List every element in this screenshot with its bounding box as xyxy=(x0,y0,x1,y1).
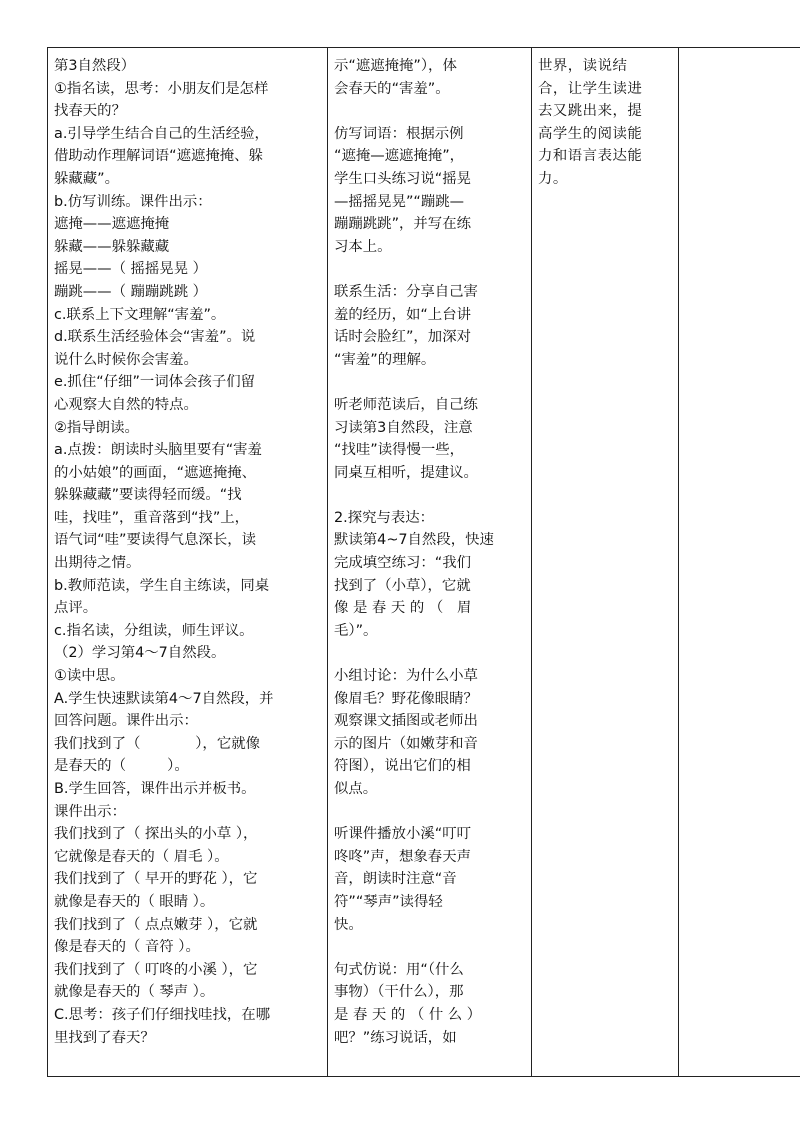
teaching-process-line: b.仿写训练。课件出示： xyxy=(54,193,212,210)
student-activity-line: 听课件播放小溪“叮叮 xyxy=(334,826,471,843)
teaching-process-line: 像是春天的（ 音符 ）。 xyxy=(54,939,200,956)
student-activity-line: 快。 xyxy=(334,916,363,933)
student-activity-line: 蹦蹦跳跳”，并写在练 xyxy=(334,216,471,233)
teaching-process-line: a.引导学生结合自己的生活经验， xyxy=(54,125,269,142)
teaching-process-line: 心观察大自然的特点。 xyxy=(54,396,198,413)
notes-cell xyxy=(679,48,800,1077)
design-intent-line: 力和语言表达能 xyxy=(538,148,643,165)
student-activity-line: 似点。 xyxy=(334,781,378,797)
table-row xyxy=(48,48,800,1077)
teaching-process-line: 我们找到了（ ），它就像 xyxy=(54,735,260,752)
teaching-process-cell xyxy=(48,48,328,1077)
design-intent-line: 力。 xyxy=(538,170,568,187)
teaching-process-line: 躲藏藏”。 xyxy=(54,170,120,187)
teaching-process-line: 说什么时候你会害羞。 xyxy=(54,351,198,368)
student-activity-line: “遮掩—遮遮掩掩”， xyxy=(334,148,465,165)
student-activity-line: 示“遮遮掩掩”），体 xyxy=(334,58,457,74)
teaching-process-line: 里找到了春天？ xyxy=(54,1029,155,1046)
teaching-process-line: B.学生回答，课件出示并板书。 xyxy=(54,781,256,797)
teaching-process-line: （2）学习第4～7自然段。 xyxy=(54,645,226,662)
student-activity-line: 毛）”。 xyxy=(334,622,378,639)
student-activity-line: 小组讨论：为什么小草 xyxy=(334,668,478,685)
teaching-process-line: 语气词“哇”要读得气息深长，读 xyxy=(54,532,256,549)
teaching-process-line: 我们找到了（ 早开的野花 ），它 xyxy=(54,871,258,888)
teaching-process-line: 遮掩——遮遮掩掩 xyxy=(54,216,170,233)
teaching-process-line: 躲藏——躲躲藏藏 xyxy=(54,238,170,255)
teaching-process-line: 它就像是春天的（ 眉毛 ）。 xyxy=(54,848,229,865)
student-activity-line: 默读第4~7自然段，快速 xyxy=(334,532,494,549)
paragraph-gap xyxy=(334,100,525,123)
student-activity-line: 观察课文插图或老师出 xyxy=(334,713,478,730)
student-activity-line: 是 春 天 的 （ 什 么 ） xyxy=(334,1006,482,1023)
student-activity-line: “害羞”的理解。 xyxy=(334,351,436,368)
design-intent-cell xyxy=(532,48,679,1077)
student-activity-cell xyxy=(328,48,532,1077)
design-intent-line: 高学生的阅读能 xyxy=(538,125,643,142)
student-activity-line: 句式仿说：用“（什么 xyxy=(334,961,464,978)
teaching-process-line: A.学生快速默读第4～7自然段，并 xyxy=(54,690,274,707)
student-activity-line: 2.探究与表达： xyxy=(334,509,435,526)
teaching-process-line: 我们找到了（ 叮咚的小溪 ），它 xyxy=(54,961,258,978)
teaching-process-line: 的小姑娘”的画面，“遮遮掩掩、 xyxy=(54,464,256,481)
student-activity-line: —摇摇晃晃”“蹦跳— xyxy=(334,193,465,210)
teaching-process-line: 就像是春天的（ 琴声 ）。 xyxy=(54,984,215,1001)
student-activity-line: 羞的经历，如“上台讲 xyxy=(334,306,471,323)
student-activity-line: 联系生活：分享自己害 xyxy=(334,283,478,300)
student-activity-line: 像 是 春 天 的 （ 眉 xyxy=(334,600,472,617)
student-activity-line: 会春天的“害羞”。 xyxy=(334,80,450,97)
student-activity-line: 学生口头练习说“摇晃 xyxy=(334,170,471,187)
teaching-process-line: 出期待之情。 xyxy=(54,555,141,572)
teaching-process-line: 摇晃——（ 摇摇晃晃 ） xyxy=(54,261,208,278)
teaching-process-line: 借助动作理解词语“遮遮掩掩、躲 xyxy=(54,148,263,165)
teaching-process-line: 找春天的？ xyxy=(54,103,126,120)
teaching-process-line: 第3自然段） xyxy=(54,58,136,74)
teaching-process-line: 点评。 xyxy=(54,600,98,617)
teaching-process-line: a.点拨：朗读时头脑里要有“害羞 xyxy=(54,442,262,459)
teaching-process-line: 课件出示： xyxy=(54,803,126,820)
teaching-process-line: C.思考：孩子们仔细找哇找，在哪 xyxy=(54,1006,271,1023)
teaching-process-line: ②指导朗读。 xyxy=(54,419,139,436)
student-activity-line: 听老师范读后，自己练 xyxy=(334,396,478,413)
paragraph-gap xyxy=(334,642,525,665)
teaching-process-line: 是春天的（ ）。 xyxy=(54,758,189,775)
paragraph-gap xyxy=(334,371,525,394)
student-activity-line: 咚咚”声，想象春天声 xyxy=(334,848,471,865)
teaching-process-line: ①指名读，思考：小朋友们是怎样 xyxy=(54,80,269,97)
teaching-process-line: c.联系上下文理解“害羞”。 xyxy=(54,306,226,323)
student-activity-line: 同桌互相听，提建议。 xyxy=(334,464,478,481)
teaching-process-line: 躲躲藏藏”要读得轻而缓。“找 xyxy=(54,487,242,504)
student-activity-line: 符”“琴声”读得轻 xyxy=(334,893,443,910)
paragraph-gap xyxy=(334,801,525,824)
design-intent-line: 世界，读说结 xyxy=(538,58,628,74)
student-activity-line: 像眉毛？野花像眼睛？ xyxy=(334,690,478,707)
teaching-process-line: 蹦跳——（ 蹦蹦跳跳 ） xyxy=(54,283,208,300)
student-activity-line: 习本上。 xyxy=(334,238,392,255)
student-activity-line: 找到了（小草），它就 xyxy=(334,577,471,594)
teaching-process-line: 我们找到了（ 点点嫩芽 ），它就 xyxy=(54,916,258,933)
student-activity-line: 音，朗读时注意“音 xyxy=(334,871,457,888)
design-intent-line: 合，让学生读进 xyxy=(538,80,643,97)
paragraph-gap xyxy=(334,484,525,507)
teaching-process-line: d.联系生活经验体会“害羞”。说 xyxy=(54,329,256,346)
paragraph-gap xyxy=(334,936,525,959)
student-activity-line: 话时会脸红”，加深对 xyxy=(334,329,471,346)
teaching-process-line: ①读中思。 xyxy=(54,668,125,685)
student-activity-line: 示的图片（如嫩芽和音 xyxy=(334,735,478,752)
student-activity-line: 仿写词语：根据示例 xyxy=(334,125,464,142)
paragraph-gap xyxy=(334,258,525,281)
teaching-process-line: 就像是春天的（ 眼睛 ）。 xyxy=(54,893,215,910)
student-activity-line: 符图），说出它们的相 xyxy=(334,758,471,775)
teaching-process-line: c.指名读，分组读，师生评议。 xyxy=(54,622,254,639)
design-intent-line: 去又跳出来，提 xyxy=(538,103,643,120)
student-activity-line: 事物）（干什么），那 xyxy=(334,984,464,1001)
student-activity-line: 吧？”练习说话，如 xyxy=(334,1029,457,1046)
teaching-process-line: b.教师范读，学生自主练读，同桌 xyxy=(54,577,270,594)
teaching-process-line: e.抓住“仔细”一词体会孩子们留 xyxy=(54,374,256,391)
teaching-process-line: 回答问题。课件出示： xyxy=(54,713,198,730)
lesson-plan-table xyxy=(47,47,800,1077)
student-activity-line: “找哇”读得慢一些， xyxy=(334,442,465,459)
teaching-process-line: 我们找到了（ 探出头的小草 ）， xyxy=(54,826,258,843)
student-activity-line: 完成填空练习：“我们 xyxy=(334,555,471,572)
teaching-process-line: 哇，找哇”，重音落到“找”上， xyxy=(54,509,250,526)
student-activity-line: 习读第3自然段，注意 xyxy=(334,419,473,436)
